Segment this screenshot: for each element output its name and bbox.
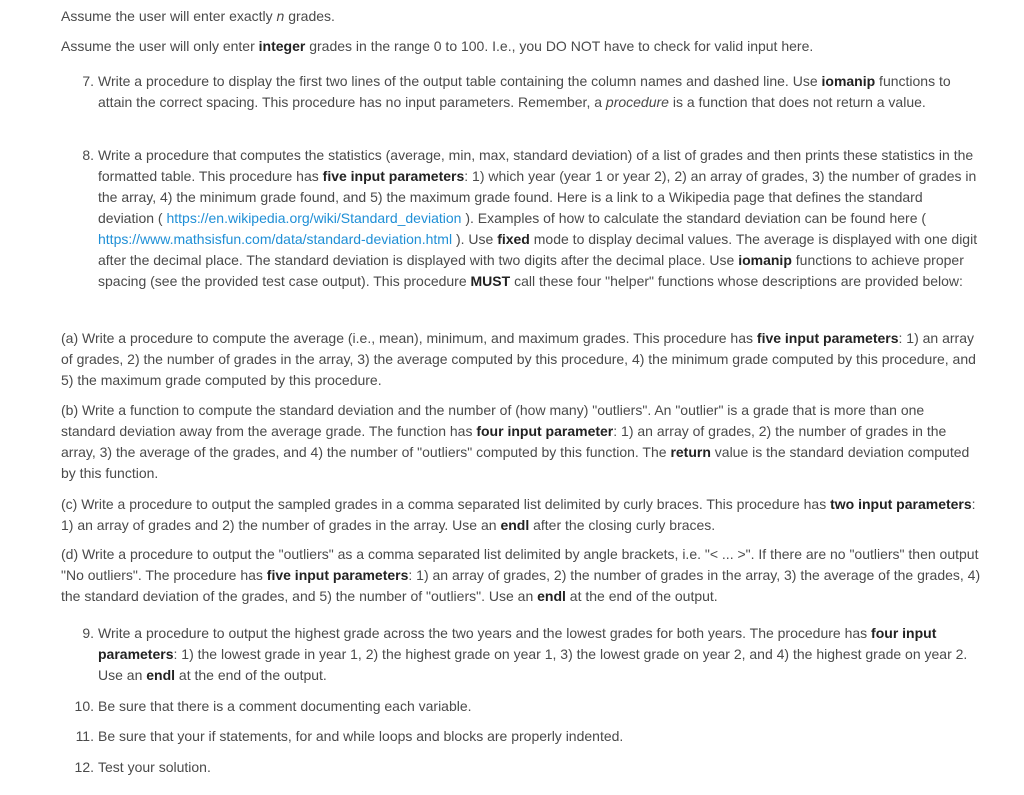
sub-item-a: (a) Write a procedure to compute the average (i.e., mean), minimum, and maximum grades. This procedure has five input parameters: 1) an array of grades, 2) the number of grades in the array, 3) the average computed by this procedure, 4) the minimum grade computed by this procedure, and 5) the maximum grade computed by this procedure. <box>61 330 976 388</box>
list-number: 8. <box>82 147 94 163</box>
list-number: 11. <box>75 728 94 744</box>
list-number: 10. <box>74 698 94 714</box>
mathsisfun-link[interactable]: https://www.mathsisfun.com/data/standard-deviation.html <box>98 231 453 247</box>
list-item-11: 11. Be sure that your if statements, for and while loops and blocks are properly indented. <box>98 726 978 747</box>
list-number: 12. <box>74 759 94 775</box>
sub-item-b: (b) Write a function to compute the standard deviation and the number of (how many) "outliers". An "outlier" is a grade that is more than one standard deviation away from the average grade. The function has four input parameter: 1) an array of grades, 2) the number of grades in the array, 3) the average of the grades, and 4) the number of "outliers" computed by this function. The return value is the standard deviation computed by this function. <box>61 402 970 481</box>
list-item-10: 10. Be sure that there is a comment documenting each variable. <box>98 696 978 717</box>
intro-line-1: Assume the user will enter exactly n grades. <box>61 8 335 24</box>
sub-item-d: (d) Write a procedure to output the "outliers" as a comma separated list delimited by angle brackets, i.e. "< ... >". If there are no "outliers" then output "No outliers". The procedure has five input parameters: 1) an array of grades, 2) the number of grades in the array, 3) the average of the grades, 4) the standard deviation of the grades, and 5) the number of "outliers". Use an endl at the end of the output. <box>61 546 981 604</box>
list-item-8: 8. Write a procedure that computes the statistics (average, min, max, standard deviation) of a list of grades and then prints these statistics in the formatted table. This procedure has five input parameters: 1) which year (year 1 or year 2), 2) an array of grades, 3) the number of grades in the array, 4) the minimum grade found, and 5) the maximum grade found. Here is a link to a Wikipedia page that defines the standard deviation ( https://en.wikipedia.org/wiki/Standard_deviation ). Examples of how to calculate the standard deviation can be found here ( https://www.mathsisfun.com/data/standard-deviation.html ). Use fixed mode to display decimal values. The average is displayed with one digit after the decimal place. The standard deviation is displayed with two digits after the decimal place. Use iomanip functions to achieve proper spacing (see the provided test case output). This procedure MUST call these four "helper" functions whose descriptions are provided below: <box>98 145 978 292</box>
list-number: 7. <box>82 73 94 89</box>
list-number: 9. <box>82 625 94 641</box>
wikipedia-link[interactable]: https://en.wikipedia.org/wiki/Standard_deviation <box>166 210 462 226</box>
list-item-12: 12. Test your solution. <box>98 757 978 778</box>
sub-item-c: (c) Write a procedure to output the sampled grades in a comma separated list delimited by curly braces. This procedure has two input parameters: 1) an array of grades and 2) the number of grades in the array. Use an endl after the closing curly braces. <box>61 496 976 533</box>
intro-line-2: Assume the user will only enter integer grades in the range 0 to 100. I.e., you DO NOT have to check for valid input here. <box>61 38 814 54</box>
list-item-9: 9. Write a procedure to output the highest grade across the two years and the lowest grades for both years. The procedure has four input parameters: 1) the lowest grade in year 1, 2) the highest grade on year 1, 3) the lowest grade on year 2, and 4) the highest grade on year 2. Use an endl at the end of the output. <box>98 623 978 686</box>
list-item-7: 7. Write a procedure to display the first two lines of the output table containing the column names and dashed line. Use iomanip functions to attain the correct spacing. This procedure has no input parameters. Remember, a procedure is a function that does not return a value. <box>98 71 978 113</box>
